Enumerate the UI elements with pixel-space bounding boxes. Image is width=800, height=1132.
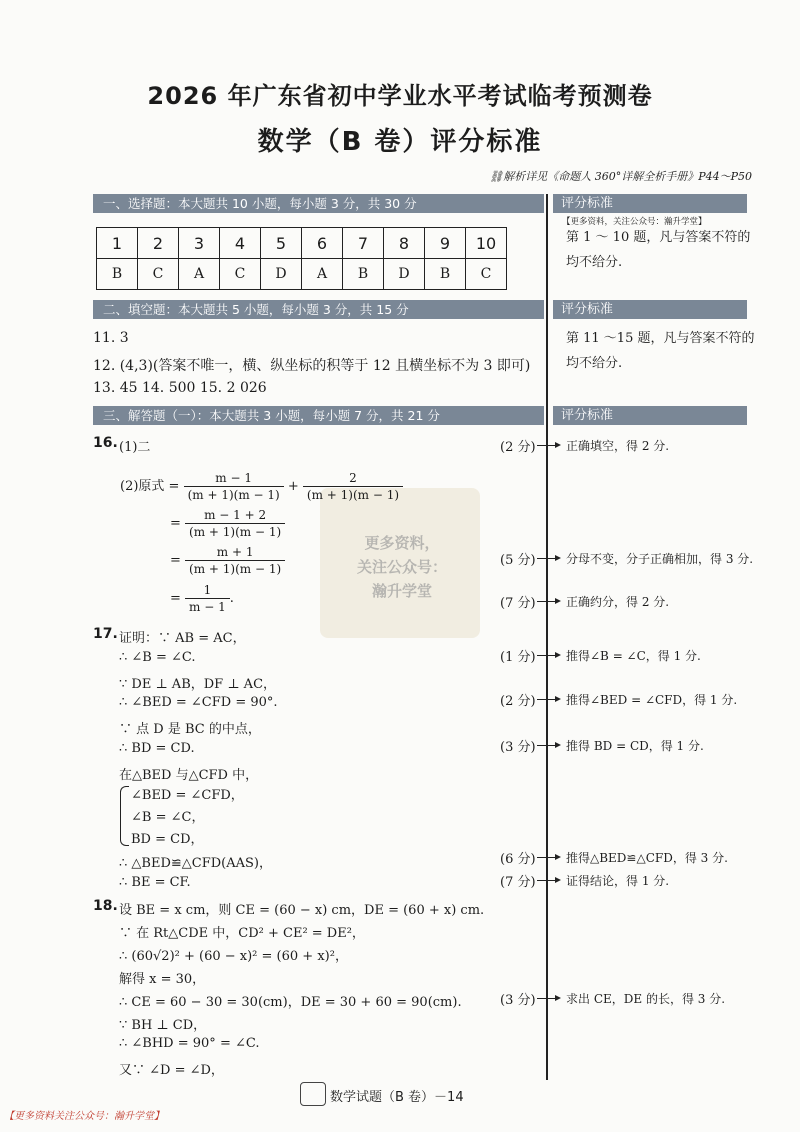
bottom-tag: 【更多资料关注公众号：瀚升学堂】: [4, 1111, 164, 1122]
score-remark: 分母不变，分子正确相加，得 3 分.: [566, 552, 754, 566]
exam-title: 2026 年广东省初中学业水平考试临考预测卷: [147, 82, 653, 110]
arrow-right-icon: [537, 880, 559, 881]
section3-side-bar: 评分标准: [553, 406, 747, 425]
reference-note: ⛓解析详见《命题人 360°详解全析手册》P44～P50: [489, 170, 752, 183]
question-17-number: 17.: [93, 626, 118, 642]
q17-line: ∴ ∠B = ∠C.: [119, 650, 196, 665]
brace-symbol: [120, 786, 129, 846]
arrow-right-icon: [537, 857, 559, 858]
q17-line: ∵ 点 D 是 BC 的中点，: [119, 722, 261, 737]
score-remark: 推得∠BED = ∠CFD，得 1 分.: [566, 693, 738, 707]
score-points: (6 分): [500, 852, 536, 867]
q17-line: ∵ DE ⊥ AB，DF ⊥ AC，: [119, 677, 277, 692]
arrow-right-icon: [537, 998, 559, 999]
section2-side-bar: 评分标准: [553, 300, 747, 319]
q16-part1: (1)二: [119, 440, 151, 455]
side-small-note: 【更多资料，关注公众号：瀚升学堂】: [562, 217, 707, 227]
q17-condition: ∠BED = ∠CFD，: [131, 788, 244, 803]
fraction: $\frac{1}{m - 1}$: [185, 582, 230, 615]
q16-expression: (2)原式 = $\frac{m - 1}{(m + 1)(m - 1)}$ + $\frac{2}{(m + 1)(m - 1)}$: [120, 470, 403, 503]
score-points: (1 分): [500, 650, 536, 665]
score-remark: 推得△BED≌△CFD，得 3 分.: [566, 851, 728, 865]
score-points: (3 分): [500, 740, 536, 755]
arrow-right-icon: [537, 655, 559, 656]
q17-line: ∴ △BED≌△CFD(AAS)，: [119, 856, 272, 871]
question-number-row: 1 2 3 4 5 6 7 8 9 10: [97, 228, 507, 259]
section3-bar: 三、解答题（一）：本大题共 3 小题，每小题 7 分，共 21 分: [93, 406, 544, 425]
watermark-line: 更多资料，: [364, 534, 440, 552]
score-remark: 推得∠B = ∠C，得 1 分.: [566, 649, 701, 663]
q17-line: 证明：∵ AB = AC，: [119, 631, 246, 646]
q16-step2: = $\frac{m - 1 + 2}{(m + 1)(m - 1)}$: [170, 507, 285, 540]
answer-row: B C A C D A B D B C: [97, 259, 507, 290]
page-footer: 数学试题（B 卷）－14: [330, 1090, 464, 1105]
watermark-line: 瀚升学堂: [371, 582, 432, 600]
score-remark: 证得结论，得 1 分.: [566, 874, 670, 888]
column-divider: [546, 194, 548, 1080]
q18-line: 解得 x = 30，: [119, 972, 206, 987]
arrow-right-icon: [537, 558, 559, 559]
q18-line: ∴ CE = 60 − 30 = 30(cm)，DE = 30 + 60 = 90(cm).: [119, 995, 462, 1010]
fraction: $\frac{m - 1 + 2}{(m + 1)(m - 1)}$: [185, 507, 285, 540]
score-remark: 正确约分，得 2 分.: [566, 595, 670, 609]
q17-line: 在△BED 与△CFD 中，: [119, 768, 259, 783]
score-points: (7 分): [500, 596, 536, 611]
section1-note: 第 1 ～ 10 题，凡与答案不符的 均不给分.: [566, 230, 751, 270]
answer-12: 12. (4,3)(答案不唯一，横、纵坐标的积等于 12 且横坐标不为 3 即可): [93, 358, 531, 374]
q18-line: ∴ (60√2)² + (60 − x)² = (60 + x)²，: [119, 949, 348, 964]
q17-line: ∴ ∠BED = ∠CFD = 90°.: [119, 695, 278, 710]
q17-condition: BD = CD，: [131, 832, 204, 847]
answer-13-15: 13. 45 14. 500 15. 2 026: [93, 380, 267, 396]
arrow-right-icon: [537, 445, 559, 446]
arrow-right-icon: [537, 745, 559, 746]
score-remark: 推得 BD = CD，得 1 分.: [566, 739, 704, 753]
section2-note: 第 11 ～15 题，凡与答案不符的 均不给分.: [566, 331, 755, 371]
section1-side-bar: 评分标准: [553, 194, 747, 213]
q18-line: ∵ BH ⊥ CD，: [119, 1018, 207, 1033]
link-icon: ⛓: [489, 170, 504, 183]
arrow-right-icon: [537, 601, 559, 602]
q18-line: 设 BE = x cm，则 CE = (60 − x) cm，DE = (60 + x) cm.: [119, 903, 485, 918]
page-title: 数学（B 卷）评分标准: [257, 127, 543, 157]
q18-line: 又∵ ∠D = ∠D，: [119, 1063, 224, 1078]
q16-step4: = $\frac{1}{m - 1}$ .: [170, 583, 234, 614]
q18-line: ∵ 在 Rt△CDE 中，CD² + CE² = DE²，: [119, 926, 365, 941]
score-remark: 求出 CE，DE 的长，得 3 分.: [566, 992, 726, 1006]
score-points: (2 分): [500, 694, 536, 709]
score-points: (3 分): [500, 993, 536, 1008]
watermark-line: 关注公众号：: [356, 558, 447, 576]
question-16-number: 16.: [93, 435, 118, 451]
section1-bar: 一、选择题：本大题共 10 小题，每小题 3 分，共 30 分: [93, 194, 544, 213]
score-points: (2 分): [500, 440, 536, 455]
arrow-right-icon: [537, 699, 559, 700]
question-18-number: 18.: [93, 898, 118, 914]
q17-line: ∴ BE = CF.: [119, 875, 191, 890]
answer-table: [96, 227, 507, 290]
fraction: $\frac{m - 1}{(m + 1)(m - 1)}$: [184, 470, 284, 503]
score-points: (7 分): [500, 875, 536, 890]
score-points: (5 分): [500, 553, 536, 568]
q18-line: ∴ ∠BHD = 90° = ∠C.: [119, 1036, 260, 1051]
q17-condition: ∠B = ∠C，: [131, 810, 205, 825]
answer-11: 11. 3: [93, 330, 129, 346]
publisher-logo: [300, 1082, 326, 1106]
score-remark: 正确填空，得 2 分.: [566, 439, 670, 453]
fraction: $\frac{m + 1}{(m + 1)(m - 1)}$: [185, 544, 285, 577]
fraction: $\frac{2}{(m + 1)(m - 1)}$: [303, 470, 403, 503]
q17-line: ∴ BD = CD.: [119, 741, 195, 756]
section2-bar: 二、填空题：本大题共 5 小题，每小题 3 分，共 15 分: [93, 300, 544, 319]
q16-step3: = $\frac{m + 1}{(m + 1)(m - 1)}$: [170, 544, 285, 577]
